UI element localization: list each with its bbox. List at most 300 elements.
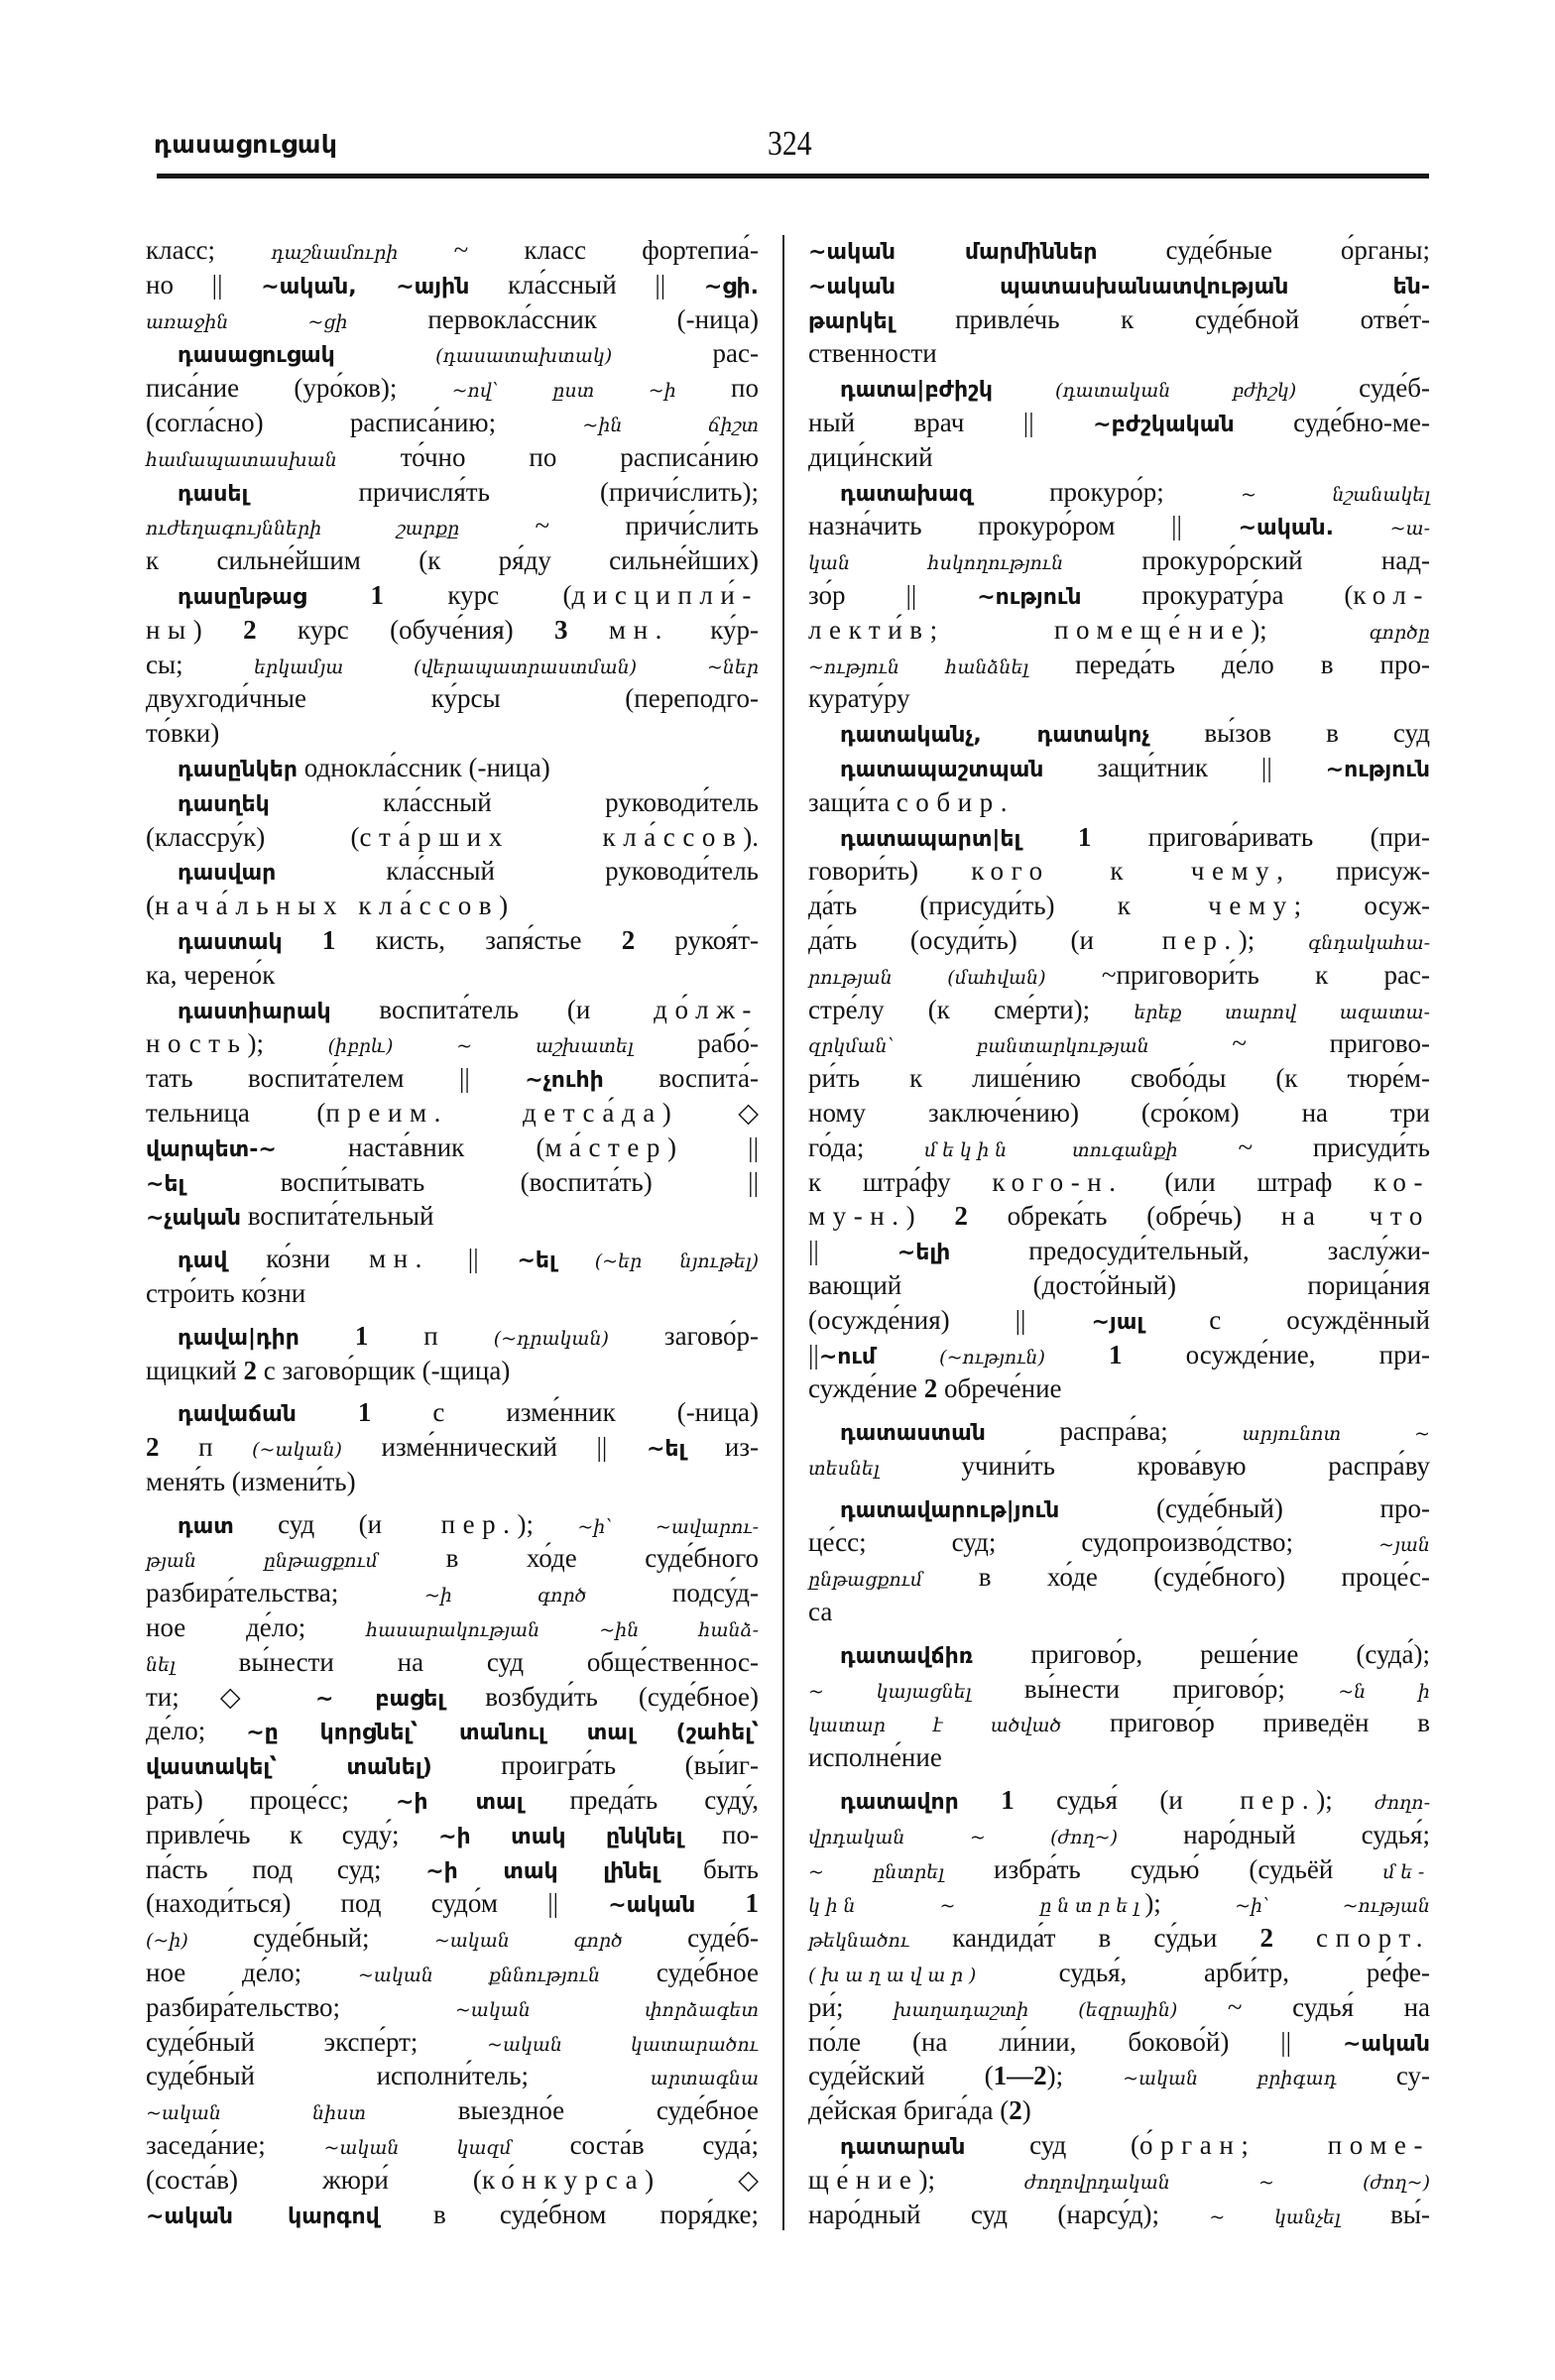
russian-translation: воспи́тывать (воспита́ть) ||	[184, 1166, 759, 1197]
dictionary-entry-line	[146, 923, 759, 958]
russian-translation: (	[146, 891, 155, 921]
dictionary-entry-line	[808, 1637, 1430, 1672]
russian-translation: суд (	[233, 1508, 368, 1539]
russian-translation: ри́;	[808, 1991, 895, 2022]
dictionary-entry-line	[146, 578, 759, 613]
russian-translation: ти; ◇	[146, 1681, 315, 1712]
run-on-phrase: ~ի տակ լինել	[425, 1858, 659, 1884]
armenian-example: ուժեղագույնների շարքը	[146, 518, 460, 540]
run-on-phrase: ~յալ	[1091, 1309, 1144, 1335]
dictionary-line	[808, 1525, 1430, 1560]
run-on-phrase: վաստակել՝ տանել)	[146, 1755, 432, 1781]
sense-number: 1	[745, 1888, 759, 1919]
russian-translation: судья́, арби́тр, ре́фе-	[981, 1958, 1430, 1988]
headword: դավ	[178, 1249, 228, 1274]
armenian-example: դաշնամուրի	[271, 242, 399, 264]
armenian-example: ժողովրդական ~ (ժող~)	[1023, 2171, 1430, 2194]
armenian-example: ~ին ճիշտ	[582, 414, 759, 436]
dictionary-line	[146, 1645, 759, 1680]
russian-translation: );	[918, 2164, 1024, 2195]
russian-translation: суде́бно-ме-	[1234, 407, 1430, 437]
russian-translation: да́ть (присуди́ть)	[808, 891, 1118, 921]
dictionary-line	[808, 406, 1430, 440]
russian-translation: с загово́рщик (-щица)	[256, 1355, 511, 1385]
armenian-example: րության (մահվան)	[808, 966, 1046, 989]
headword: դասել	[178, 481, 249, 507]
dictionary-line	[146, 302, 759, 337]
russian-translation: са	[808, 1597, 833, 1627]
dictionary-line	[808, 2093, 1430, 2128]
russian-translation: вы́нести на суд обще́ственнос-	[175, 1646, 759, 1677]
russian-translation: прокуро́р;	[972, 476, 1241, 507]
grammar-label: кого-н.	[992, 1166, 1124, 1197]
russian-translation	[993, 373, 1055, 403]
armenian-example: ~ական կազմ	[323, 2137, 512, 2160]
dictionary-line	[146, 440, 759, 475]
dictionary-entry-line	[146, 854, 759, 889]
russian-translation: с изме́нник (-ница)	[371, 1397, 760, 1428]
russian-translation: це́сс; суд; судопроизво́дство;	[808, 1527, 1379, 1558]
dictionary-line	[808, 1818, 1430, 1852]
russian-translation: но ||	[146, 269, 262, 299]
grammar-label: кого к чему	[971, 856, 1277, 887]
dictionary-entry-line	[808, 475, 1430, 510]
dictionary-line	[146, 1465, 759, 1499]
russian-translation: кла́ссный ||	[469, 269, 704, 299]
armenian-example: ընթացքում	[808, 1569, 923, 1592]
armenian-example: ~ական փորձագետ	[454, 1998, 760, 2021]
russian-translation: ри́ть к лише́нию свобо́ды (к тюре́м-	[808, 1063, 1430, 1094]
russian-translation: воспита́-	[603, 1063, 759, 1094]
dictionary-line	[146, 958, 759, 993]
run-on-phrase: ~ություն	[1325, 757, 1430, 782]
russian-translation: (находи́ться) под судо́м ||	[146, 1888, 609, 1919]
dictionary-line	[808, 1921, 1430, 1956]
headword: դատապաշտպան	[840, 757, 1044, 782]
run-on-phrase: ~ական	[608, 1893, 696, 1919]
armenian-example: ~ կանչել	[1209, 2205, 1341, 2228]
russian-translation: );	[1046, 2061, 1124, 2091]
armenian-example: ~ նշանակել	[1240, 483, 1430, 506]
dictionary-entry-line	[808, 1414, 1430, 1449]
dictionary-line	[808, 958, 1430, 993]
armenian-example: կատար է ածված	[808, 1715, 1062, 1737]
dictionary-line	[808, 1096, 1430, 1130]
russian-translation: , присуж-	[1276, 856, 1430, 887]
dictionary-line	[808, 302, 1430, 337]
dictionary-line	[146, 1354, 759, 1388]
russian-translation: меня́ть (измени́ть)	[146, 1466, 356, 1496]
russian-translation: ~ класс фортепиа́-	[398, 235, 760, 265]
dictionary-entry-line	[808, 820, 1430, 855]
dictionary-entry-line	[146, 1319, 759, 1354]
russian-translation: подсу́д-	[586, 1578, 759, 1608]
headword: դատավճիռ	[840, 1643, 974, 1669]
column-divider	[782, 235, 784, 2230]
dictionary-entry-line	[146, 751, 759, 785]
russian-translation: привле́чь к суду́;	[146, 1819, 439, 1849]
dictionary-line	[808, 1560, 1430, 1595]
dictionary-line	[146, 543, 759, 578]
dictionary-line	[808, 1990, 1430, 2025]
armenian-example: ~ական բրիգադ	[1123, 2068, 1337, 2090]
dictionary-line	[146, 1165, 759, 1200]
sense-number: 1	[370, 579, 384, 610]
russian-translation: пригово́р, реше́ние (суда́);	[973, 1638, 1430, 1669]
russian-translation: );	[517, 1508, 578, 1539]
russian-translation: ка, черено́к	[146, 959, 276, 990]
russian-translation	[1045, 1340, 1109, 1369]
dictionary-entry-line	[146, 1242, 759, 1276]
russian-translation: суде́бный исполни́тель;	[146, 2061, 651, 2091]
dictionary-line	[146, 681, 759, 716]
armenian-example: ~ություն հանձնել	[808, 655, 1029, 678]
dictionary-line	[146, 268, 759, 302]
russian-translation: (суде́бный) про-	[1059, 1492, 1430, 1523]
dictionary-line	[808, 1706, 1430, 1740]
russian-translation	[299, 1321, 355, 1351]
russian-translation: защи́тник ||	[1043, 752, 1326, 782]
russian-translation: кла́ссный руководи́тель	[276, 856, 759, 887]
grammar-label: мн.	[368, 1244, 429, 1274]
russian-translation: ).	[743, 821, 759, 852]
dictionary-line	[808, 993, 1430, 1027]
grammar-label: ко́нкурса	[481, 2164, 646, 2195]
armenian-example: ժողո-	[1375, 1792, 1430, 1815]
grammar-label: дисципли́-	[571, 579, 759, 610]
russian-translation: );	[1144, 1888, 1236, 1919]
dictionary-line	[146, 1276, 759, 1311]
russian-translation: двухгоди́чные ку́рсы (переподго-	[146, 683, 759, 714]
run-on-phrase: ~ական, ~ային	[261, 274, 470, 299]
armenian-example: թյան ընթացքում	[146, 1550, 379, 1573]
dictionary-line	[146, 1921, 759, 1956]
dictionary-line	[808, 1672, 1430, 1707]
grammar-label: нача́льных кла́ссов	[155, 891, 500, 921]
armenian-example: (իբրև) ~ աշխատել	[327, 1035, 634, 1058]
right-column	[808, 233, 1430, 2231]
russian-translation	[695, 1888, 745, 1918]
dictionary-line	[146, 371, 759, 406]
russian-translation: предосуди́тельный, заслу́жи-	[950, 1236, 1431, 1266]
russian-translation: ному заключе́нию) (сро́ком) на три	[808, 1097, 1430, 1128]
russian-translation: возбуди́ть (суде́бное)	[444, 1681, 759, 1712]
dictionary-line	[808, 1026, 1430, 1061]
dictionary-line	[146, 1990, 759, 2025]
russian-translation: );	[247, 1028, 328, 1059]
russian-translation: вы́-	[1340, 2199, 1430, 2229]
russian-translation: ||	[808, 1339, 819, 1369]
russian-translation: ~ судья́ на	[1177, 1991, 1430, 2022]
armenian-example: ~ի գործ	[423, 1585, 587, 1607]
russian-translation	[297, 1397, 358, 1427]
russian-translation: в хо́де (суде́бного) проце́с-	[922, 1562, 1430, 1593]
sense-number: 1	[321, 924, 336, 955]
run-on-phrase: ~ական կարգով	[146, 2203, 380, 2229]
headword: դատախազ	[840, 481, 973, 507]
armenian-example: ~ով՝ ըստ ~ի	[451, 380, 676, 403]
russian-translation: ~ причи́слить	[459, 511, 760, 541]
russian-translation: суде́б-	[1296, 373, 1430, 404]
dictionary-line	[146, 1610, 759, 1645]
russian-translation: разбира́тельство;	[146, 1991, 455, 2022]
headword: դատավոր	[840, 1790, 959, 1816]
russian-translation: писа́ние (уро́ков);	[146, 373, 452, 404]
sense-number: 2	[1009, 2095, 1022, 2126]
run-on-phrase: ~ական	[1343, 2031, 1430, 2057]
russian-translation: воспита́тельный	[241, 1201, 434, 1232]
russian-translation: изме́ннический ||	[341, 1432, 647, 1463]
russian-translation: пригова́ривать (при-	[1091, 821, 1430, 852]
dictionary-line	[146, 406, 759, 440]
russian-translation: (или штраф	[1123, 1166, 1375, 1197]
armenian-example: ~ական նիստ	[146, 2102, 367, 2125]
run-on-phrase: ~ բացել	[314, 1686, 445, 1712]
run-on-phrase: վարպետ-~	[146, 1136, 277, 1162]
russian-translation: курс (обуче́ния)	[256, 614, 555, 645]
russian-translation: суде́бные о́рганы;	[1097, 235, 1430, 265]
russian-translation: );	[1238, 924, 1308, 955]
grammar-label: кол-	[1353, 579, 1430, 610]
dictionary-line	[146, 509, 759, 543]
russian-translation: ) ◇	[661, 1097, 759, 1128]
armenian-example: գնդակահա-	[1308, 931, 1431, 954]
armenian-example: համապատասխան	[146, 448, 337, 471]
sense-number: 2	[1259, 1923, 1273, 1954]
armenian-example: (դասատախտակ)	[435, 345, 613, 368]
russian-translation: наро́дный судья́;	[1118, 1819, 1430, 1849]
russian-translation: )	[1021, 2095, 1031, 2126]
russian-translation: говори́ть)	[808, 856, 972, 887]
russian-translation	[876, 1340, 939, 1369]
headword: դաստակ	[178, 929, 283, 955]
dictionary-entry-line	[146, 1395, 759, 1430]
dictionary-entry-line	[808, 1491, 1430, 1526]
grammar-label: спорт.	[1316, 1923, 1431, 1954]
run-on-phrase: ~ական պատասխանատվության են-	[808, 274, 1430, 299]
armenian-example: թեկնածու	[808, 1930, 910, 1953]
russian-translation: наста́вник (	[276, 1131, 545, 1162]
dictionary-entry-line	[146, 1507, 759, 1542]
dictionary-line	[808, 889, 1430, 923]
run-on-phrase: ~ություն	[977, 584, 1082, 610]
russian-translation: к сильне́йшим (к ря́ду сильне́йших)	[146, 545, 759, 576]
russian-translation: однокла́ссник (-ница)	[298, 752, 550, 782]
run-on-phrase: ~ել	[517, 1249, 556, 1274]
russian-translation: рабо́-	[633, 1028, 760, 1059]
russian-translation: то́чно по расписа́нию	[336, 441, 759, 472]
dictionary-line	[146, 889, 759, 923]
dictionary-line	[146, 716, 759, 751]
dictionary-line	[808, 2059, 1430, 2093]
russian-translation: воспита́тель (	[330, 994, 576, 1024]
armenian-example: տուգանքի	[1012, 1138, 1178, 1161]
armenian-example: երկամյա (վերապատրաստման) ~ներ	[254, 655, 759, 678]
russian-translation	[1020, 822, 1077, 852]
run-on-phrase: ~ելի	[897, 1241, 951, 1266]
armenian-example: արտագնա	[650, 2068, 759, 2090]
grammar-label: ма́стер	[544, 1131, 667, 1162]
dictionary-line	[808, 1268, 1430, 1303]
running-head: դասացուցակ	[154, 130, 338, 159]
russian-translation: вы́зов в суд	[1149, 718, 1430, 749]
dictionary-line	[146, 1096, 759, 1130]
sense-number: 3	[554, 614, 568, 645]
dictionary-line	[146, 2128, 759, 2163]
russian-translation: курату́ру	[808, 683, 910, 714]
dictionary-line	[808, 2025, 1430, 2060]
dictionary-line	[808, 1852, 1430, 1887]
russian-translation: заседа́ние;	[146, 2130, 324, 2161]
run-on-phrase: ~չուհի	[525, 1068, 604, 1094]
headword: դատարան	[840, 2135, 966, 2161]
russian-translation: дици́нский	[808, 441, 933, 472]
armenian-example: ~յան	[1378, 1534, 1430, 1557]
dictionary-line	[808, 1338, 1430, 1372]
left-column	[146, 233, 759, 2231]
dictionary-line	[808, 923, 1430, 958]
russian-translation: выездно́е суде́бное	[366, 2095, 759, 2126]
dictionary-line	[808, 578, 1430, 613]
russian-translation: ственности	[808, 338, 937, 369]
dictionary-line	[808, 1740, 1430, 1775]
russian-translation: ное де́ло;	[146, 1958, 358, 1988]
headword: դատ	[178, 1513, 234, 1539]
russian-translation: суд (	[965, 2130, 1140, 2161]
dictionary-line	[146, 1541, 759, 1576]
sense-number: 1	[1001, 1785, 1015, 1816]
russian-translation: загово́р-	[608, 1320, 760, 1351]
armenian-example: տեսնել	[808, 1457, 880, 1480]
armenian-example: ~ա-	[1389, 518, 1430, 540]
dictionary-line	[146, 820, 759, 855]
dictionary-line	[146, 2025, 759, 2060]
armenian-example: ~ ընտրել	[808, 1860, 944, 1883]
russian-translation: кандида́т в су́дьи	[909, 1923, 1260, 1954]
dictionary-line	[808, 509, 1430, 543]
dictionary-line	[146, 1130, 759, 1165]
russian-translation: стро́ить ко́зни	[146, 1277, 306, 1308]
sense-number: 1—2	[993, 2061, 1047, 2091]
russian-translation: кла́ссный руководи́тель	[269, 786, 759, 817]
grammar-label: преим. детса́да	[325, 1097, 662, 1128]
russian-translation	[1273, 1923, 1316, 1953]
russian-translation: к штра́фу	[808, 1166, 993, 1197]
dictionary-line	[146, 1026, 759, 1061]
dictionary-line	[146, 1680, 759, 1715]
run-on-phrase: ~բժշկական	[1093, 412, 1235, 437]
russian-translation: по-	[682, 1819, 759, 1849]
russian-translation: по́ле (на ли́нии, боково́й) ||	[808, 2026, 1343, 2057]
russian-translation: тельница (	[146, 1097, 326, 1128]
russian-translation: вы́нести пригово́р;	[971, 1673, 1339, 1704]
page-number: 324	[768, 124, 812, 163]
dictionary-line	[808, 681, 1430, 716]
dictionary-line	[808, 1165, 1430, 1200]
dictionary-line	[808, 785, 1430, 820]
russian-translation: зо́р ||	[808, 579, 978, 610]
headword: դասվար	[178, 861, 277, 887]
dictionary-line	[808, 2198, 1430, 2232]
russian-translation: привле́чь к суде́бной отве́т-	[894, 303, 1430, 334]
grammar-label: ность	[146, 1028, 248, 1059]
russian-translation: причисля́ть (причи́слить);	[248, 476, 759, 507]
dictionary-line	[146, 1956, 759, 1990]
russian-translation: судья́ (	[1014, 1785, 1169, 1816]
dictionary-line	[808, 2163, 1430, 2198]
armenian-example: հասարակության ~ին հանձ-	[366, 1619, 759, 1642]
armenian-example: նել	[146, 1653, 176, 1676]
armenian-example: կին ~ ընտրել	[808, 1895, 1145, 1918]
dictionary-entry-line	[146, 785, 759, 820]
armenian-example: ~ի՝ ~ության	[1235, 1895, 1430, 1918]
russian-translation	[283, 925, 322, 955]
dictionary-line	[808, 1595, 1430, 1629]
grammar-label: ко-	[1374, 1166, 1430, 1197]
sense-number: 2	[146, 1432, 160, 1463]
dictionary-entry-line	[808, 751, 1430, 785]
russian-translation: рать) проце́сс;	[146, 1785, 396, 1816]
russian-translation: ко́зни	[227, 1244, 369, 1274]
run-on-phrase: ~ել	[646, 1437, 686, 1463]
russian-translation	[568, 615, 609, 645]
sense-number: 2	[621, 924, 636, 955]
russian-translation: ||	[428, 1244, 518, 1274]
armenian-example: (~դրական)	[493, 1327, 609, 1350]
russian-translation: ) ◇	[645, 2164, 760, 2195]
russian-translation	[335, 338, 435, 368]
sense-number: 2	[954, 1201, 968, 1232]
armenian-example: խաղադաշտի (եզրային)	[894, 1998, 1178, 2021]
dictionary-line	[146, 2198, 759, 2232]
russian-translation: ) ||	[666, 1131, 759, 1162]
russian-translation: да́ть (осуди́ть) (	[808, 924, 1080, 955]
russian-translation: го́да;	[808, 1131, 925, 1162]
russian-translation: распра́ва;	[985, 1416, 1243, 1447]
russian-translation: );	[1316, 1785, 1376, 1816]
grammar-label: ще́ние	[808, 2164, 919, 2195]
run-on-phrase: ~ցի.	[703, 274, 759, 299]
grammar-label: му-н.	[808, 1201, 906, 1232]
dictionary-line	[146, 648, 759, 682]
russian-translation: (соста́в) жюри́ (	[146, 2164, 482, 2195]
dictionary-line	[808, 440, 1430, 475]
run-on-phrase: ~չական	[146, 1206, 242, 1232]
dictionary-entry-line	[146, 993, 759, 1027]
grammar-label: на что	[1280, 1201, 1430, 1232]
russian-translation: де́йская брига́да (	[808, 2095, 1010, 2126]
sense-number: 2	[243, 1355, 257, 1385]
russian-translation: прокуро́рский над-	[1063, 545, 1430, 576]
armenian-example: (դատական բժիշկ)	[1054, 380, 1297, 403]
sense-number: 2	[243, 614, 257, 645]
grammar-label: собир.	[896, 786, 1016, 817]
russian-translation: па́сть под суд;	[146, 1853, 426, 1884]
russian-translation: учини́ть крова́вую распра́ву	[879, 1450, 1430, 1481]
dictionary-line	[808, 1371, 1430, 1406]
russian-translation: щицкий	[146, 1355, 244, 1385]
armenian-example: գործը	[1369, 621, 1430, 644]
grammar-label: ста́рших кла́ссов	[359, 821, 744, 852]
armenian-example: վրդական ~ (ժող~)	[808, 1826, 1119, 1848]
russian-translation: пригово́р приведён в	[1061, 1708, 1430, 1738]
run-on-phrase: ~ի տալ	[395, 1790, 524, 1816]
dictionary-line	[808, 1449, 1430, 1484]
dictionary-line	[146, 1852, 759, 1887]
header-rule	[157, 174, 1429, 178]
russian-translation: суде́йский (	[808, 2061, 994, 2091]
headword: դատաստան	[840, 1421, 986, 1447]
